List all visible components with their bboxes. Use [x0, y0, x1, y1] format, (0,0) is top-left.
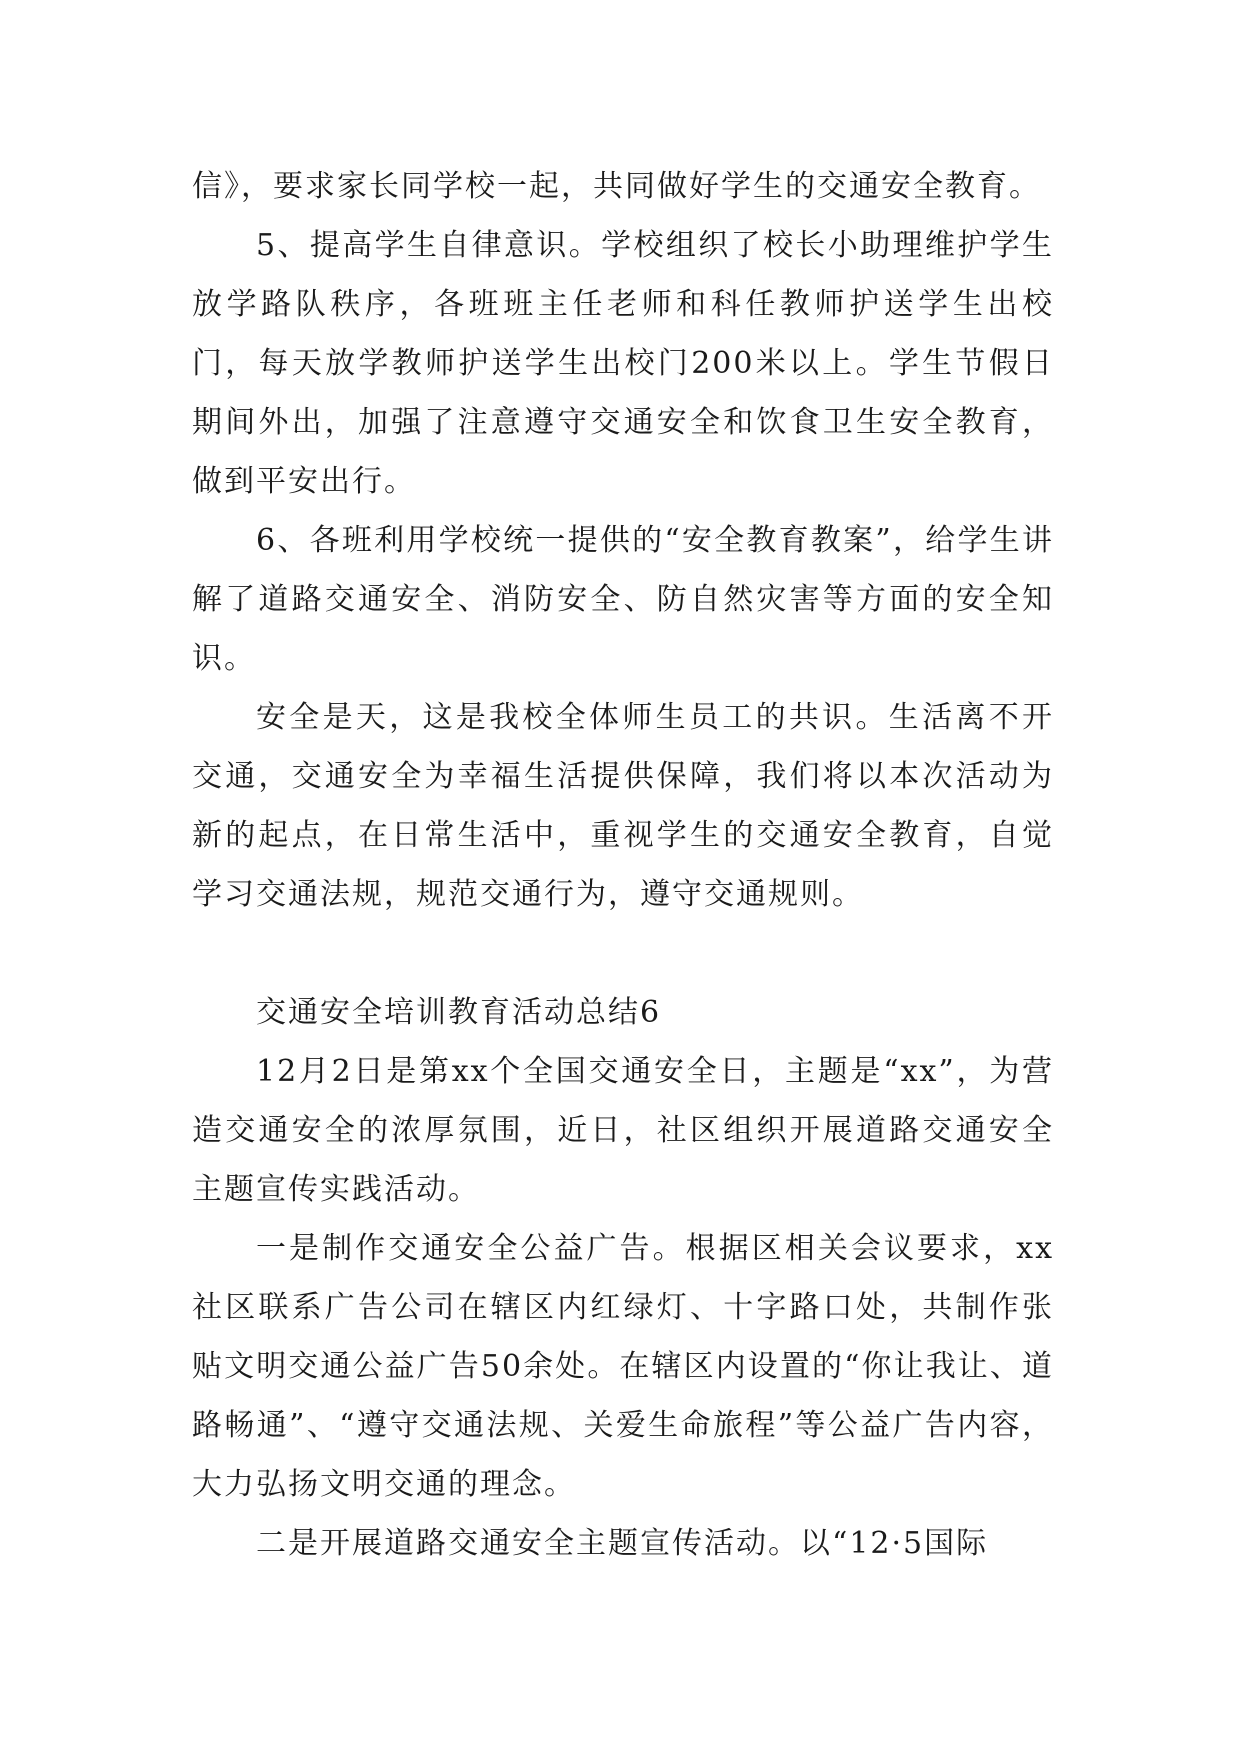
- paragraph-point-1: 一是制作交通安全公益广告。根据区相关会议要求，xx社区联系广告公司在辖区内红绿灯、十字路口处，共制作张贴文明交通公益广告50余处。在辖区内设置的“你让我让、道路畅通”、“遵守交通法规、关爱生命旅程”等公益广告内容，大力弘扬文明交通的理念。: [192, 1231, 1054, 1502]
- paragraph-continued: 信》，要求家长同学校一起，共同做好学生的交通安全教育。: [192, 169, 1041, 204]
- section-spacer: [192, 924, 1054, 983]
- document-body: [192, 157, 1054, 1573]
- paragraph-item-5: 5、提高学生自律意识。学校组织了校长小助理维护学生放学路队秩序，各班班主任老师和科任教师护送学生出校门，每天放学教师护送学生出校门200米以上。学生节假日期间外出，加强了注意遵守交通安全和饮食卫生安全教育，做到平安出行。: [192, 228, 1054, 499]
- paragraph-conclusion: 安全是天，这是我校全体师生员工的共识。生活离不开交通，交通安全为幸福生活提供保障，我们将以本次活动为新的起点，在日常生活中，重视学生的交通安全教育，自觉学习交通法规，规范交通行为，遵守交通规则。: [192, 700, 1054, 912]
- paragraph-point-2: 二是开展道路交通安全主题宣传活动。以“12·5国际: [256, 1526, 989, 1561]
- section-title: 交通安全培训教育活动总结6: [256, 995, 662, 1030]
- paragraph-item-6: 6、各班利用学校统一提供的“安全教育教案”，给学生讲解了道路交通安全、消防安全、防自然灾害等方面的安全知识。: [192, 523, 1054, 676]
- paragraph-intro: 12月2日是第xx个全国交通安全日，主题是“xx”，为营造交通安全的浓厚氛围，近日，社区组织开展道路交通安全主题宣传实践活动。: [192, 1054, 1054, 1207]
